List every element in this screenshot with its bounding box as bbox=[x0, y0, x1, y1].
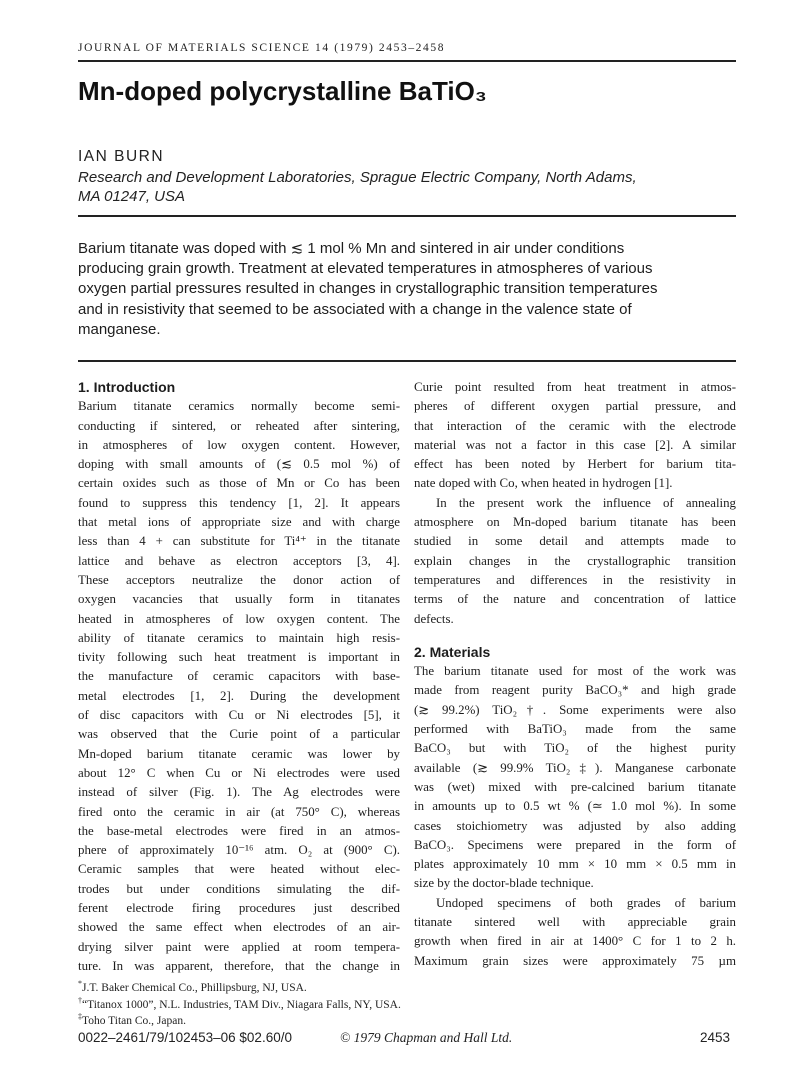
journal-header: JOURNAL OF MATERIALS SCIENCE 14 (1979) 2453–2458 bbox=[78, 42, 446, 54]
body-line: conducting if sintered, or reheated after sintering, bbox=[78, 418, 400, 433]
body-line: less than 4 + can substitute for Ti⁴⁺ in the titanate bbox=[78, 534, 400, 549]
body-line: (≳ 99.2%) TiO₂†. Some experiments were also bbox=[414, 702, 736, 717]
body-line: doping with small amounts of (≲ 0.5 mol %) of bbox=[78, 457, 400, 472]
body-line: ferent electrode firing procedures just described bbox=[78, 901, 400, 916]
body-line: the base-metal electrodes were fired in an atmos- bbox=[78, 823, 400, 838]
copyright-notice: © 1979 Chapman and Hall Ltd. bbox=[340, 1030, 513, 1045]
body-line: These acceptors neutralize the donor action of bbox=[78, 572, 400, 587]
body-line: studied in some detail and attempts made to bbox=[414, 534, 736, 549]
body-line: defects. bbox=[414, 611, 454, 626]
abstract bbox=[78, 239, 736, 340]
body-line: about 12° C when Cu or Ni electrodes were used bbox=[78, 765, 400, 780]
body-line: ture. In was apparent, therefore, that the change in bbox=[78, 958, 400, 973]
body-line: nate doped with Co, when heated in hydrogen [1]. bbox=[414, 476, 673, 491]
body-line: the manufacture of ceramic capacitors with base- bbox=[78, 669, 400, 684]
body-line: was (wet) mixed with pre-calcined barium titanate bbox=[414, 779, 736, 794]
body-line: of disc capacitors with Cu or Ni electrodes [5], it bbox=[78, 708, 400, 723]
body-line: Undoped specimens of both grades of barium bbox=[436, 895, 736, 910]
body-line: phere of approximately 10⁻¹⁶ atm. O₂ at (900° C). bbox=[78, 843, 400, 858]
page-number: 2453 bbox=[700, 1030, 731, 1045]
body-line: Ceramic samples that were heated without elec- bbox=[78, 862, 400, 877]
footnote-text: “Titanox 1000”, N.L. Industries, TAM Div., Niagara Falls, NY, USA. bbox=[82, 998, 401, 1011]
body-line: trodes but under conditions simulating the dif- bbox=[78, 881, 400, 896]
body-line: size by the doctor-blade technique. bbox=[414, 876, 594, 891]
footnote-text: J.T. Baker Chemical Co., Phillipsburg, NJ, USA. bbox=[82, 981, 307, 994]
body-line: material was not a factor in this case [2]. A similar bbox=[414, 437, 736, 452]
body-line: Mn-doped barium titanate ceramic was lower by bbox=[78, 746, 400, 761]
body-line: explain changes in the crystallographic transition bbox=[414, 553, 736, 568]
footnote-text: Toho Titan Co., Japan. bbox=[82, 1014, 186, 1027]
footnote bbox=[78, 993, 738, 1010]
body-line: lattice and behave as electron acceptors [3, 4]. bbox=[78, 553, 400, 568]
body-line: oxygen vacancies that usually form in titanates bbox=[78, 592, 400, 607]
affiliation-line: Research and Development Laboratories, Sprague Electric Company, North Adams, bbox=[78, 169, 637, 186]
body-line: tivity following such heat treatment is important in bbox=[78, 650, 400, 665]
body-line: in amounts up to 0.5 wt % (≃ 1.0 mol %). In some bbox=[414, 799, 736, 814]
abstract-bottom-rule bbox=[78, 360, 736, 362]
body-line: effect has been noted by Herbert for barium tita- bbox=[414, 457, 736, 472]
body-line: drying silver paint were applied at room tempera- bbox=[78, 939, 400, 954]
body-line: showed the same effect when electrodes of an air- bbox=[78, 920, 400, 935]
body-line: was observed that the Curie point of a particular bbox=[78, 727, 400, 742]
footnote-mark: † bbox=[78, 995, 82, 1005]
body-line: growth when fired in air at 1400° C for 1 to 2 h. bbox=[414, 934, 736, 949]
section-heading-introduction: 1. Introduction bbox=[78, 379, 176, 395]
body-line: atmosphere on Mn-doped barium titanate has been bbox=[414, 515, 736, 530]
body-line: titanate sintered well with appreciable grain bbox=[414, 915, 736, 930]
section-heading-materials: 2. Materials bbox=[414, 643, 491, 660]
footnote-mark: ‡ bbox=[78, 1012, 82, 1021]
article-code: 0022–2461/79/102453–06 $02.60/0 bbox=[78, 1030, 292, 1045]
body-line: available (≳ 99.9% TiO₂‡). Manganese carbonate bbox=[414, 760, 736, 775]
abstract-line: producing grain growth. Treatment at elevated temperatures in atmospheres of various bbox=[78, 260, 653, 278]
body-line: certain oxides such as those of Mn or Co has been bbox=[78, 476, 400, 491]
left-column bbox=[78, 378, 400, 976]
body-line: Barium titanate ceramics normally become semi- bbox=[78, 399, 400, 414]
author-name: IAN BURN bbox=[78, 148, 165, 165]
right-column bbox=[414, 378, 736, 971]
body-line: instead of silver (Fig. 1). The Ag electrodes were bbox=[78, 785, 400, 800]
body-line: in atmospheres of low oxygen content. However, bbox=[78, 437, 400, 452]
body-line: heated in atmospheres of low oxygen content. The bbox=[78, 611, 400, 626]
abstract-line: and in resistivity that seemed to be associated with a change in the valence state of bbox=[78, 300, 632, 318]
body-line: temperatures and differences in the resistivity in bbox=[414, 572, 736, 587]
body-line: pheres of different oxygen partial pressure, and bbox=[414, 399, 736, 414]
abstract-line: manganese. bbox=[78, 320, 161, 338]
footnote-mark: * bbox=[78, 979, 82, 988]
body-line: ability of titanate ceramics to maintain high resis- bbox=[78, 630, 400, 645]
section-gap bbox=[414, 629, 736, 643]
body-line: BaCO₃. Specimens were prepared in the form of bbox=[414, 837, 736, 852]
body-line: fired onto the ceramic in air (at 750° C), whereas bbox=[78, 804, 400, 819]
body-line: made from reagent purity BaCO₃* and high grade bbox=[414, 683, 736, 698]
abstract-top-rule bbox=[78, 215, 736, 217]
abstract-line: oxygen partial pressures resulted in changes in crystallographic transition temperatures bbox=[78, 280, 658, 298]
body-line: BaCO₃ but with TiO₂ of the highest purity bbox=[414, 741, 736, 756]
body-line: performed with BaTiO₃ made from the same bbox=[414, 722, 736, 737]
header-rule bbox=[78, 60, 736, 62]
body-line: that metal ions of appropriate size and with charge bbox=[78, 515, 400, 530]
footnotes bbox=[78, 976, 738, 1026]
body-line: Curie point resulted from heat treatment in atmos- bbox=[414, 380, 736, 394]
affiliation-line: MA 01247, USA bbox=[78, 188, 185, 205]
body-line: found to suppress this tendency [1, 2]. It appears bbox=[78, 495, 400, 510]
body-line: In the present work the influence of annealing bbox=[436, 495, 736, 510]
footnote bbox=[78, 976, 738, 993]
body-line: metal electrodes [1, 2]. During the development bbox=[78, 688, 400, 703]
footnote bbox=[78, 1009, 738, 1026]
body-line: The barium titanate used for most of the work was bbox=[414, 664, 736, 679]
body-line: cases stoichiometry was adjusted by also adding bbox=[414, 818, 736, 833]
author-affiliation bbox=[78, 168, 738, 206]
body-line: Maximum grain sizes were approximately 75 µm bbox=[414, 953, 736, 968]
abstract-line: Barium titanate was doped with ≲ 1 mol % Mn and sintered in air under conditions bbox=[78, 240, 625, 257]
article-title: Mn-doped polycrystalline BaTiO₃ bbox=[78, 76, 487, 106]
body-line: plates approximately 10 mm × 10 mm × 0.5 mm in bbox=[414, 857, 736, 872]
body-line: terms of the nature and concentration of lattice bbox=[414, 592, 736, 607]
body-line: that interaction of the ceramic with the electrode bbox=[414, 418, 736, 433]
